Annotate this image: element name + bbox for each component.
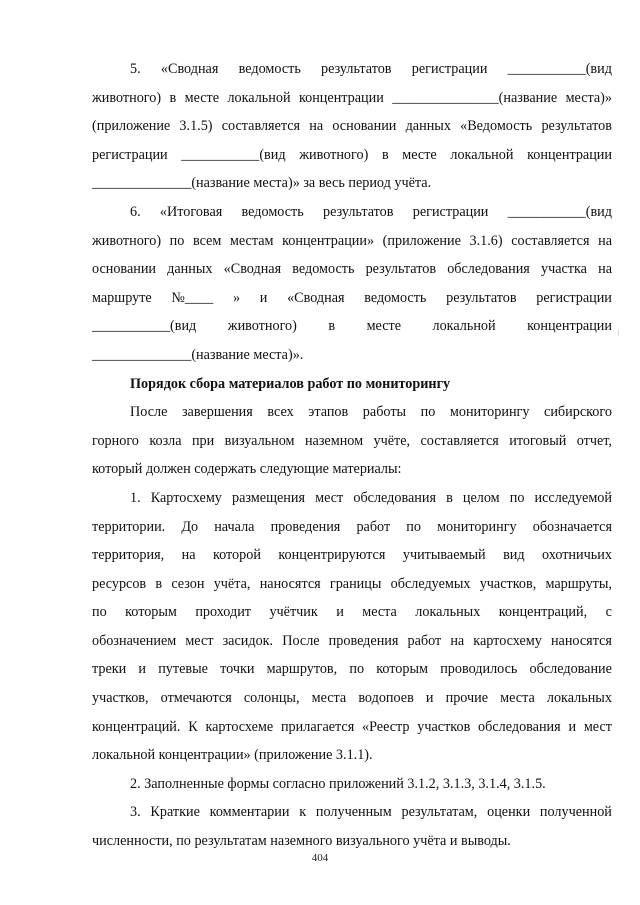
word: основании <box>332 118 397 135</box>
word: сибирского <box>544 404 612 421</box>
word: наносятся <box>550 632 612 649</box>
text-line <box>92 798 612 827</box>
word: ведомость <box>364 289 427 306</box>
word: участков, <box>479 575 537 592</box>
word: обследования <box>353 489 436 506</box>
word: всем <box>192 232 222 249</box>
word: животного) <box>227 318 297 335</box>
word: численности, по результатам наземного визуального учёта и выводы. <box>92 833 511 850</box>
word: концентраций. <box>92 718 181 735</box>
word: концентрации <box>527 146 612 163</box>
word: регистрации <box>536 289 612 306</box>
word: ______________(название места)» за весь период учёта. <box>92 175 432 192</box>
word: места <box>362 604 397 621</box>
word: ведомость <box>241 203 304 220</box>
word: охотничьих <box>542 547 612 564</box>
word: итоговый <box>509 432 567 449</box>
word: К <box>188 718 198 735</box>
word: обозначается <box>532 518 612 535</box>
word: концентрации <box>298 89 384 106</box>
word: оценки <box>487 804 531 821</box>
word: «Реестр <box>362 718 410 735</box>
word: по <box>406 518 421 535</box>
text-line <box>92 541 612 570</box>
word: вид <box>503 547 525 564</box>
word: всех <box>267 404 294 421</box>
word: После <box>282 632 320 649</box>
word: этапов <box>308 404 349 421</box>
document-body <box>92 55 612 856</box>
word: локальной <box>227 89 291 106</box>
word: участков <box>417 718 471 735</box>
word: в <box>381 146 389 163</box>
word: регистрации <box>412 203 489 220</box>
word: треки <box>92 661 127 678</box>
word: и <box>568 718 577 735</box>
word: на <box>598 261 612 278</box>
word: исследуемой <box>534 489 612 506</box>
word: ___________(вид <box>181 146 286 163</box>
word: №____ <box>171 289 214 306</box>
text-line <box>92 427 612 456</box>
word: которым <box>376 661 429 678</box>
word: учётчик <box>269 604 318 621</box>
word: и <box>425 690 434 707</box>
word: данных <box>405 118 451 135</box>
word: 1. <box>130 489 141 506</box>
text-line <box>92 398 612 427</box>
word: мониторингу <box>437 518 517 535</box>
word: визуальном <box>224 432 295 449</box>
word: маршруты, <box>545 575 612 592</box>
word: полученной <box>539 804 612 821</box>
page-number: 404 <box>311 852 329 864</box>
word: территории. <box>92 518 166 535</box>
word: концентрации <box>527 318 612 335</box>
word: ___________(вид <box>507 61 612 77</box>
word: (приложение <box>92 118 171 135</box>
word: мест <box>185 632 214 649</box>
word: обследования <box>447 261 530 278</box>
word: маршруте <box>92 289 152 306</box>
word: результатов <box>365 261 437 278</box>
word: _______________(название <box>392 89 558 106</box>
word: при <box>191 432 215 449</box>
word: результатам, <box>401 804 478 821</box>
word: работ <box>356 518 391 535</box>
word: засидок. <box>222 632 274 649</box>
word: 3.1.6) <box>469 232 503 249</box>
word: работы <box>362 404 407 421</box>
word: составляется <box>420 432 499 449</box>
word: локальной концентрации» (приложение 3.1.1). <box>92 747 373 764</box>
word: 3.1.5) <box>179 118 213 135</box>
word: мест <box>583 718 612 735</box>
text-line <box>92 312 612 341</box>
word: козла <box>149 432 182 449</box>
word: концентраций, <box>498 604 588 621</box>
text-line <box>92 112 612 141</box>
word: к <box>299 804 307 821</box>
word: в <box>155 575 163 592</box>
word: «Ведомость <box>460 118 533 135</box>
word: в <box>328 318 336 335</box>
word: по <box>509 489 525 506</box>
word: составляется <box>511 232 590 249</box>
text-line <box>92 227 612 256</box>
word: по <box>420 404 436 421</box>
word: с <box>605 604 612 621</box>
word: комментарии <box>209 804 290 821</box>
word: ведомость <box>238 61 301 77</box>
text-line <box>92 141 612 170</box>
word: участка <box>540 261 587 278</box>
word: результатов <box>446 289 517 306</box>
word: результатов <box>321 61 392 77</box>
word: наземном <box>304 432 364 449</box>
word: завершения <box>181 404 253 421</box>
word: проведения <box>270 518 341 535</box>
word: Картосхему <box>150 489 222 506</box>
word: ___________(вид <box>507 203 612 220</box>
word: участков, <box>92 690 149 707</box>
word: данных <box>167 261 213 278</box>
word: по <box>92 604 107 621</box>
word: локальной <box>432 318 496 335</box>
word: картосхему <box>473 632 542 649</box>
word: путевые <box>158 661 208 678</box>
word: 6. <box>130 203 141 220</box>
word: маршрутов, <box>266 661 338 678</box>
word: картосхеме <box>205 718 274 735</box>
word: учёте, <box>373 432 411 449</box>
word: прочие <box>445 690 489 707</box>
word: места <box>500 690 535 707</box>
word: результатов <box>323 203 394 220</box>
word: и <box>138 661 147 678</box>
word: обследования <box>478 718 561 735</box>
word: местам <box>229 232 274 249</box>
word: размещения <box>232 489 306 506</box>
text-line <box>92 198 612 227</box>
text-line <box>92 341 612 370</box>
text-line <box>92 484 612 513</box>
word: локальной <box>450 146 514 163</box>
word: 2. Заполненные формы согласно приложений 3.1.2, 3.1.3, 3.1.4, 3.1.5. <box>130 775 546 792</box>
word: 3. <box>130 804 141 821</box>
word: на <box>181 547 196 564</box>
word: в <box>446 489 453 506</box>
word: концентрируются <box>278 547 386 564</box>
word: Порядок сбора материалов работ по мониторингу <box>130 375 451 392</box>
word: на <box>309 118 324 135</box>
word: ресурсов <box>92 575 147 592</box>
word: водопоев <box>358 690 414 707</box>
text-line <box>92 169 612 198</box>
word: регистрации <box>411 61 488 77</box>
word: территория, <box>92 547 165 564</box>
word: животного) <box>92 89 162 106</box>
text-line <box>92 770 612 799</box>
word: месте <box>366 318 401 335</box>
word: границы <box>329 575 382 592</box>
text-line <box>92 713 612 742</box>
word: «Сводная <box>223 261 282 278</box>
word: солонцы, <box>243 690 300 707</box>
text-line <box>92 684 612 713</box>
text-line <box>92 627 612 656</box>
word: 5. <box>130 61 141 77</box>
word: полученным <box>315 804 392 821</box>
text-line <box>92 741 612 770</box>
word: по <box>349 661 365 678</box>
word: начала <box>214 518 255 535</box>
word: составляется <box>221 118 301 135</box>
word: точки <box>220 661 255 678</box>
word: проведения <box>328 632 399 649</box>
word: которой <box>212 547 261 564</box>
word: в <box>169 89 177 106</box>
text-line <box>92 55 612 84</box>
word: животного) <box>92 232 162 249</box>
word: основании <box>92 261 157 278</box>
word: которым <box>125 604 177 621</box>
word: «Сводная <box>287 289 345 306</box>
word: «Итоговая <box>159 203 223 220</box>
word: и <box>336 604 344 621</box>
text-line <box>92 255 612 284</box>
word: отмечаются <box>160 690 232 707</box>
word: мест <box>315 489 344 506</box>
word: » <box>233 289 241 306</box>
word: учёта, <box>213 575 251 592</box>
word: по <box>169 232 185 249</box>
word: животного) <box>299 146 369 163</box>
word: ведомость <box>292 261 355 278</box>
text-line <box>92 598 612 627</box>
word: концентрации» <box>282 232 375 249</box>
text-line <box>92 84 612 113</box>
word: регистрации <box>92 146 168 163</box>
word: месте <box>402 146 437 163</box>
word: локальных <box>546 690 612 707</box>
word: на <box>598 232 612 249</box>
scan-artifact <box>618 330 619 336</box>
text-line <box>92 570 612 599</box>
word: ______________(название места)». <box>92 346 304 363</box>
word: прилагается <box>280 718 355 735</box>
word: мониторингу <box>449 404 530 421</box>
word: сезон <box>171 575 205 592</box>
section-heading <box>92 370 612 399</box>
word: целом <box>462 489 500 506</box>
word: места)» <box>565 89 612 106</box>
word: отчет, <box>576 432 612 449</box>
word: горного <box>92 432 139 449</box>
word: работ <box>407 632 442 649</box>
word: результатов <box>541 118 612 135</box>
word: места <box>311 690 347 707</box>
word: До <box>181 518 199 535</box>
word: После <box>130 404 168 421</box>
text-line <box>92 455 612 484</box>
word: учитываемый <box>402 547 486 564</box>
word: локальных <box>415 604 481 621</box>
word: ___________(вид <box>92 318 197 335</box>
word: наносятся <box>259 575 321 592</box>
word: обследование <box>529 661 612 678</box>
word: Краткие <box>150 804 200 821</box>
text-line <box>92 284 612 313</box>
word: «Сводная <box>160 61 219 77</box>
word: обследуемых <box>390 575 471 592</box>
word: проходит <box>195 604 252 621</box>
word: обозначением <box>92 632 177 649</box>
word: (приложение <box>382 232 461 249</box>
word: и <box>259 289 268 306</box>
text-line <box>92 655 612 684</box>
word: который должен содержать следующие материалы: <box>92 461 402 478</box>
text-line <box>92 513 612 542</box>
word: проводилось <box>440 661 518 678</box>
word: на <box>450 632 465 649</box>
word: месте <box>184 89 220 106</box>
